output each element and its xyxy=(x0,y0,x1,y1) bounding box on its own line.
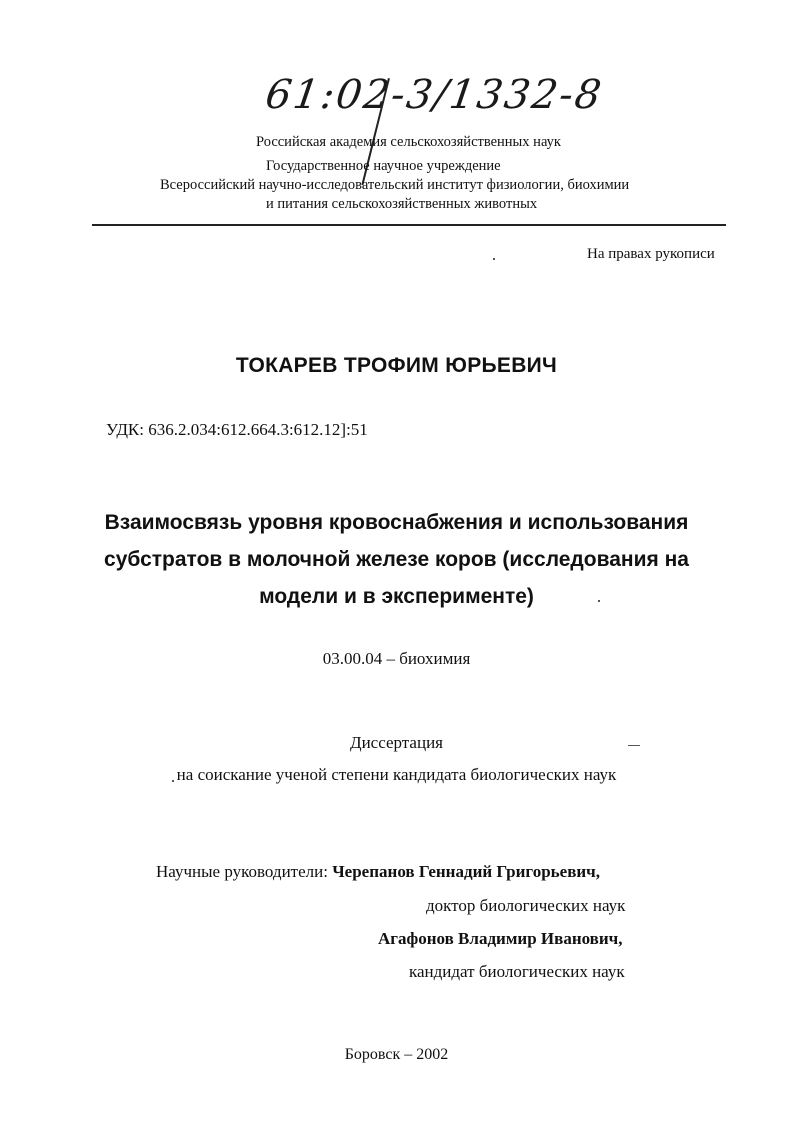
title-line-2: субстратов в молочной железе коров (исследования на xyxy=(104,548,689,571)
archive-code-handwritten: 61:02-3/1332-8 xyxy=(262,72,606,118)
author-name: ТОКАРЕВ ТРОФИМ ЮРЬЕВИЧ xyxy=(235,354,558,377)
scan-speck xyxy=(172,780,174,782)
degree-sought: на соискание ученой степени кандидата биологических наук xyxy=(176,765,617,784)
institute-name-cont: и питания сельскохозяйственных животных xyxy=(266,196,538,212)
scan-speck xyxy=(493,258,495,260)
header-divider xyxy=(92,224,726,226)
manuscript-rights: На правах рукописи xyxy=(587,246,715,262)
city-year: Боровск – 2002 xyxy=(344,1046,449,1063)
supervisor-2-name-text: Агафонов Владимир Иванович, xyxy=(378,929,623,948)
scan-speck xyxy=(598,600,600,602)
academy-name: Российская академия сельскохозяйственных наук xyxy=(256,134,561,150)
supervisor-2-degree: кандидат биологических наук xyxy=(409,962,625,981)
dissertation-type: Диссертация xyxy=(349,733,443,752)
supervisor-2-name xyxy=(378,929,623,949)
supervisors-label: Научные руководители: xyxy=(156,862,328,881)
udk-code: УДК: 636.2.034:612.664.3:612.12]:51 xyxy=(106,420,368,439)
title-line-1: Взаимосвязь уровня кровоснабжения и использования xyxy=(104,511,689,534)
supervisor-1-degree: доктор биологических наук xyxy=(426,896,626,915)
title-line-3: модели и в эксперименте) xyxy=(259,585,534,608)
institution-type: Государственное научное учреждение xyxy=(266,158,501,174)
institute-name: Всероссийский научно-исследовательский институт физиологии, биохимии xyxy=(160,177,630,193)
supervisor-1-name: Черепанов Геннадий Григорьевич, xyxy=(332,862,601,881)
supervisors-line xyxy=(156,862,600,882)
scan-speck xyxy=(628,745,640,746)
specialty: 03.00.04 – биохимия xyxy=(322,649,471,668)
